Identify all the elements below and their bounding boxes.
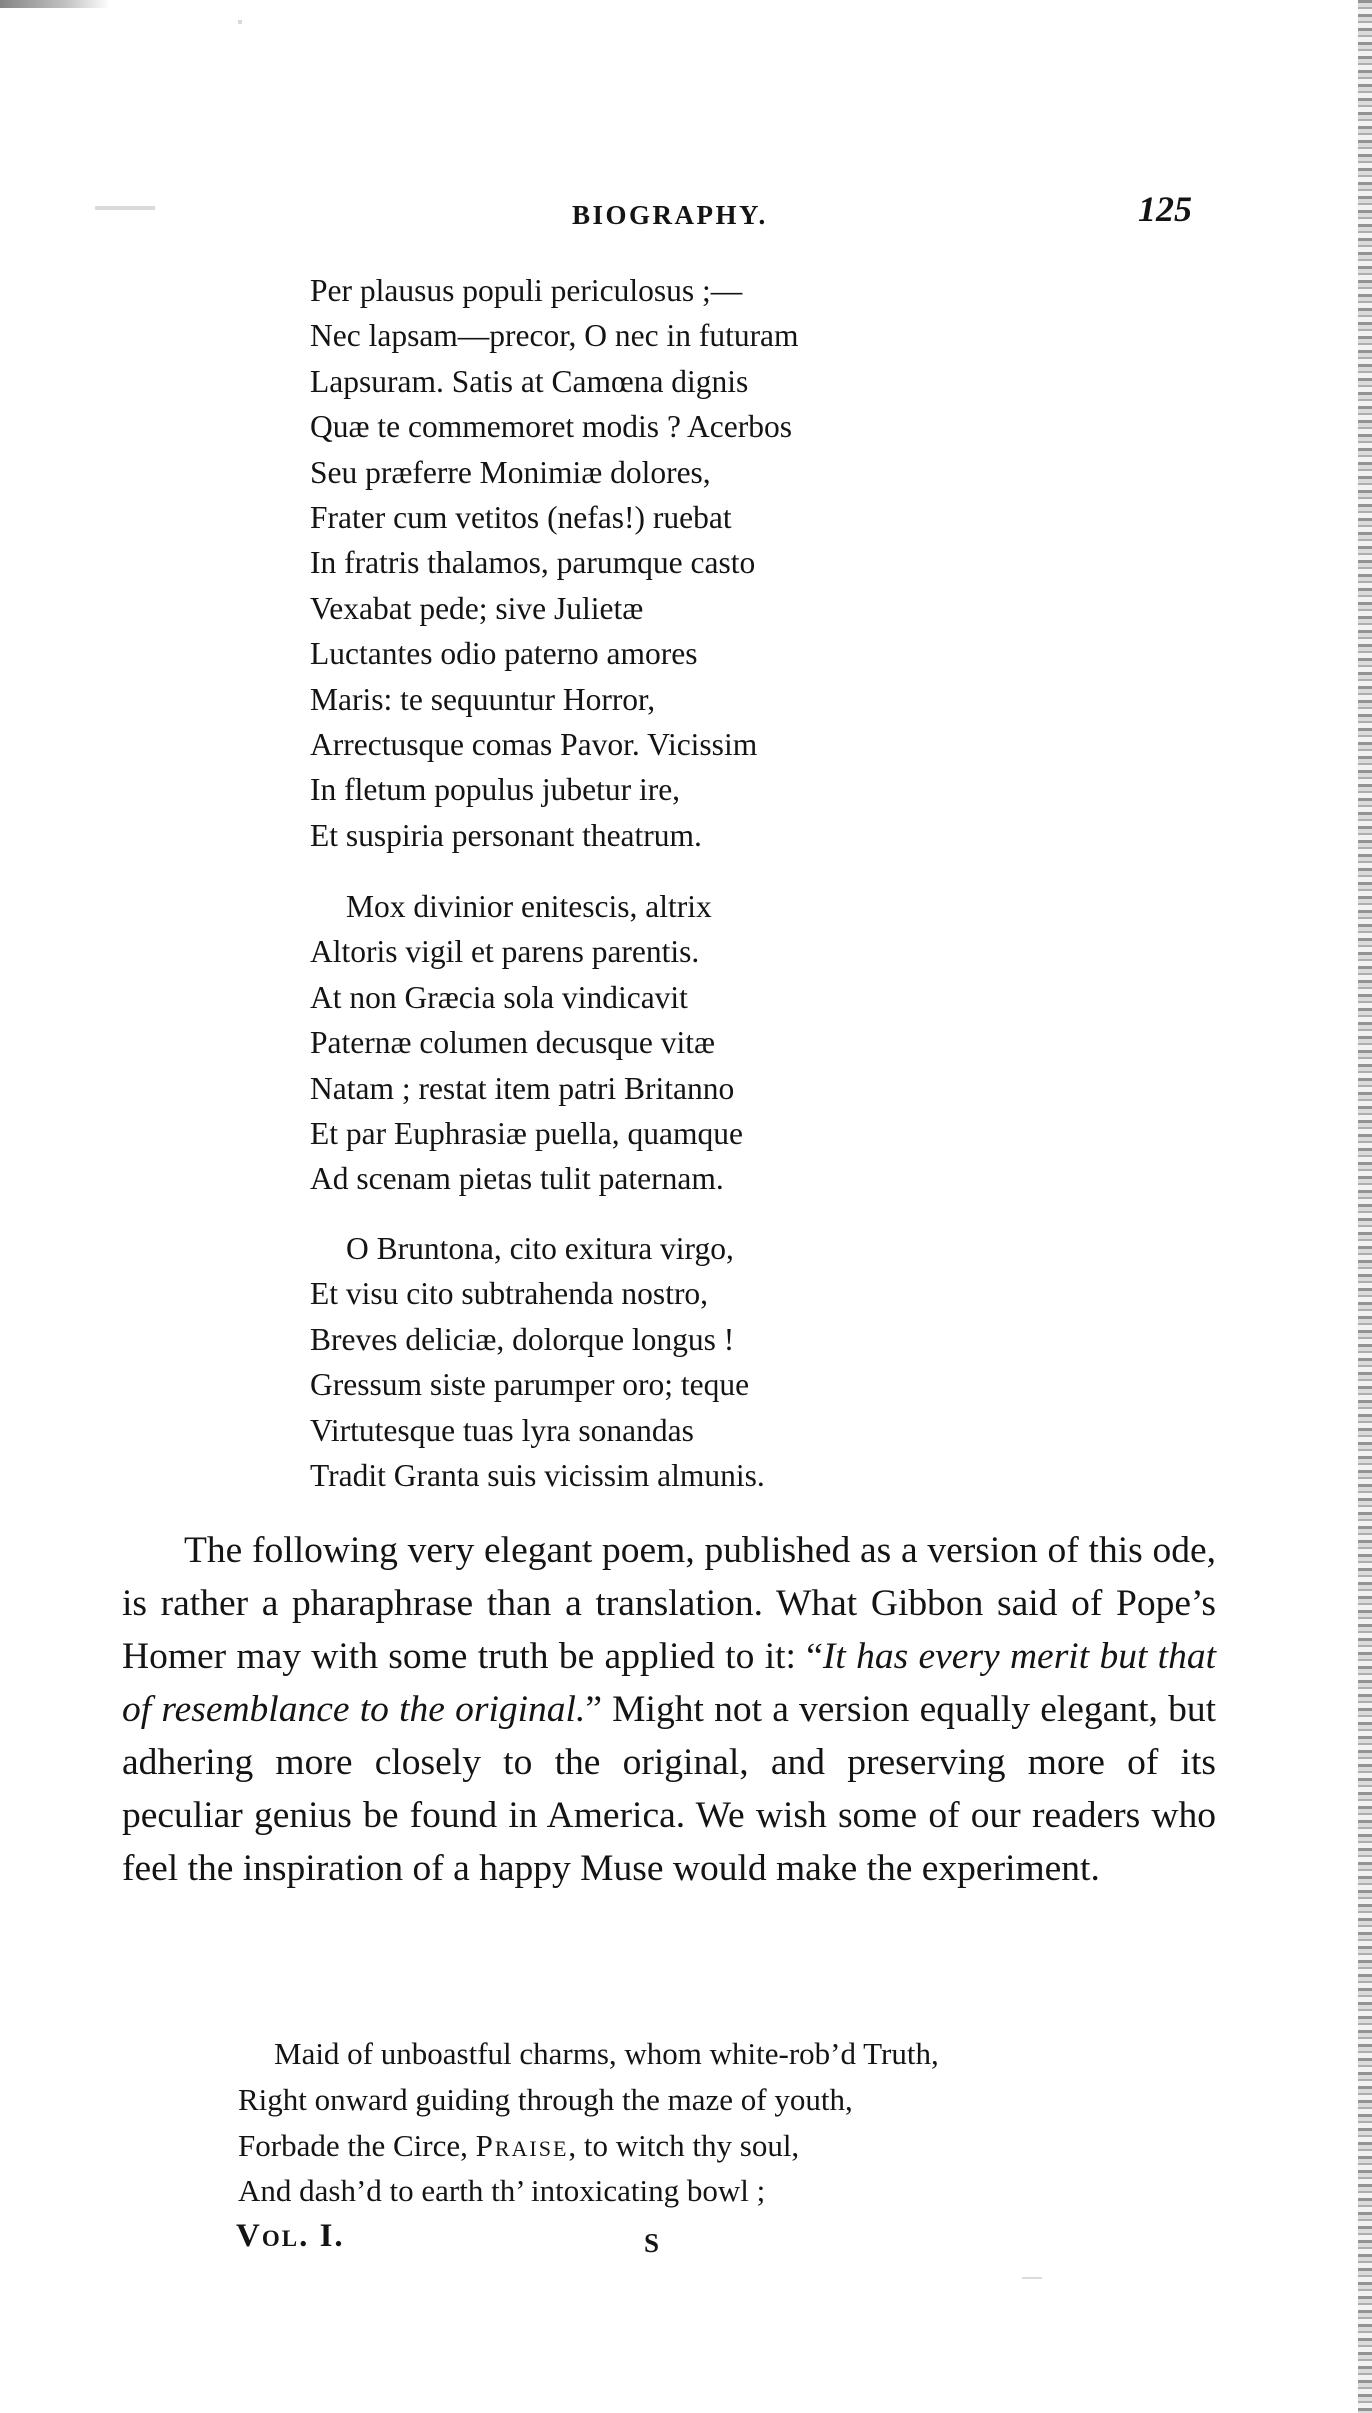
verse-line: Maris: te sequuntur Horror, <box>310 681 656 717</box>
verse-line: Et par Euphrasiæ puella, quamque <box>310 1116 744 1152</box>
ink-speck <box>238 20 242 24</box>
prose-text-continued: ” Might not a version equally elegant, but adhering more closely to the original, and preserving more of its peculiar genius be found in America. We wish some of our readers who feel the inspiration of a happy Muse would make the experiment. <box>122 1689 1216 1889</box>
verse-line: Frater cum vetitos (nefas!) ruebat <box>310 500 732 536</box>
latin-stanza-3 <box>310 1226 765 1498</box>
latin-stanza-1 <box>310 268 799 858</box>
verse-line: In fratris thalamos, parumque casto <box>310 545 756 581</box>
ink-smudge <box>1022 2277 1042 2279</box>
verse-line: O Bruntona, cito exitura virgo, <box>346 1231 734 1266</box>
verse-smallcaps: Praise <box>475 2127 569 2163</box>
verse-line: Et suspiria personant theatrum. <box>310 817 702 853</box>
prose-quote: It has every merit but that of resemblance to the original. <box>122 1636 1216 1730</box>
running-title: BIOGRAPHY. <box>572 200 768 230</box>
verse-fragment: Forbade the Circe, <box>238 2127 476 2163</box>
verse-line: Luctantes odio paterno amores <box>310 636 698 672</box>
verse-line: Mox divinior enitescis, altrix <box>346 889 712 924</box>
prose-paragraph <box>122 1524 1216 1895</box>
verse-line: Paternæ columen decusque vitæ <box>310 1025 716 1061</box>
page-number: 125 <box>1138 189 1192 229</box>
gathering-mark: S <box>644 2228 660 2258</box>
verse-line: Quæ te commemoret modis ? Acerbos <box>310 409 793 445</box>
verse-line: Tradit Granta suis vicissim almunis. <box>310 1458 765 1494</box>
scan-edge-shadow <box>0 0 110 8</box>
verse-line: Et visu cito subtrahenda nostro, <box>310 1276 709 1312</box>
verse-line: Seu præferre Monimiæ dolores, <box>310 454 711 490</box>
verse-line: Right onward guiding through the maze of youth, <box>238 2081 853 2117</box>
verse-line: Altoris vigil et parens parentis. <box>310 934 700 970</box>
prose-text: The following very elegant poem, published as a version of this ode, is rather a pharaphrase than a translation. What Gibbon said of Pope’s Homer may with some truth be applied to it: “ <box>122 1530 1216 1677</box>
verse-line: In fletum populus jubetur ire, <box>310 772 681 808</box>
verse-line: And dash’d to earth th’ intoxicating bowl ; <box>238 2173 766 2209</box>
verse-line: Arrectusque comas Pavor. Vicissim <box>310 727 758 763</box>
verse-line: Maid of unboastful charms, whom white-rob’d Truth, <box>274 2036 939 2071</box>
verse-line: At non Græcia sola vindicavit <box>310 979 688 1015</box>
verse-fragment: , to witch thy soul, <box>568 2127 800 2163</box>
verse-line: Per plausus populi periculosus ;— <box>310 273 743 308</box>
verse-line: Breves deliciæ, dolorque longus ! <box>310 1321 735 1357</box>
verse-line: Nec lapsam—precor, O nec in futuram <box>310 318 799 354</box>
verse-line: Ad scenam pietas tulit paternam. <box>310 1161 724 1197</box>
volume-signature: Vol. I. <box>236 2218 345 2254</box>
page-edge <box>1358 0 1372 2413</box>
verse-line <box>238 2123 939 2169</box>
verse-line: Vexabat pede; sive Julietæ <box>310 590 644 626</box>
verse-line: Virtutesque tuas lyra sonandas <box>310 1412 694 1448</box>
page-header <box>0 188 1372 248</box>
latin-stanza-2 <box>310 884 743 1202</box>
verse-line: Natam ; restat item patri Britanno <box>310 1070 735 1106</box>
verse-line: Lapsuram. Satis at Camœna dignis <box>310 363 749 399</box>
page-footer <box>0 2218 1372 2268</box>
verse-line: Gressum siste parumper oro; teque <box>310 1367 750 1403</box>
english-verse <box>238 2031 939 2214</box>
